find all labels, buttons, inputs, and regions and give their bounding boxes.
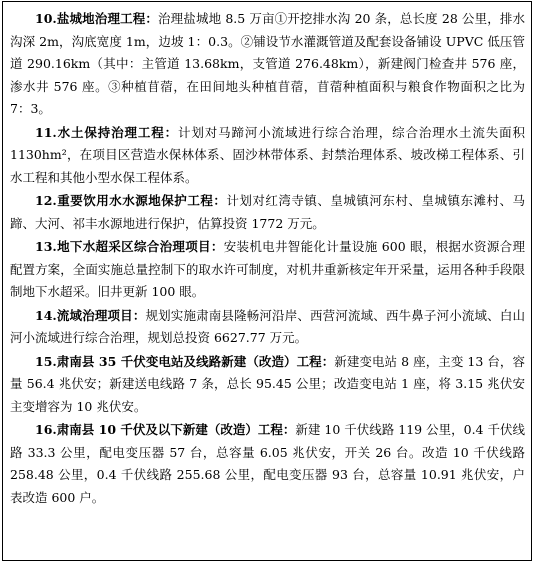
paragraph-heading: 15.肃南县 35 千伏变电站及线路新建（改造）工程： (35, 353, 335, 369)
paragraph-body: 计划对红湾寺镇、皇城镇河东村、皇城镇东滩村、马蹄、大河、祁丰水源地进行保护，估算投资 1772 万元。 (10, 193, 525, 231)
paragraph-body: 计划对马蹄河小流域进行综合治理，综合治理水土流失面积 1130hm²，在项目区营造水保林体系、固沙林带体系、封禁治理体系、坡改梯工程体系、引水工程和其他小型水保工程体系。 (10, 124, 525, 185)
paragraph-heading: 12.重要饮用水水源地保护工程： (35, 193, 227, 208)
paragraph-heading: 10.盐城地治理工程： (35, 11, 159, 26)
document-frame (2, 1, 532, 561)
paragraph-heading: 16.肃南县 10 千伏及以下新建（改造）工程： (35, 422, 296, 437)
project-paragraph-16 (10, 419, 525, 509)
paragraph-body: 规划实施肃南县隆畅河沿岸、西营河流域、西牛鼻子河小流域、白山河小流域进行综合治理，规划总投资 6627.77 万元。 (10, 307, 525, 345)
project-paragraph-11 (10, 122, 525, 190)
paragraph-body: 治理盐城地 8.5 万亩①开挖排水沟 20 条，总长度 28 公里，排水沟深 2m，沟底宽度 1m，边坡 1：0.3。②铺设节水灌溉管道及配套设备铺设 UPVC 低压管道 290.16km（其中：主管道 13.68km，支管道 276.48km），新建阀门检查井 576 座，渗水井 576 座。③种植苜蓿，在田间地头种植苜蓿，苜蓿种植面积与粮食作物面积之比为 7：3。 (10, 11, 525, 116)
project-paragraph-14 (10, 305, 525, 350)
paragraph-heading: 14.流域治理项目： (35, 307, 146, 323)
project-paragraph-15 (10, 351, 525, 419)
project-paragraph-12 (10, 190, 525, 235)
project-paragraph-10 (10, 8, 525, 121)
paragraph-body: 新建 10 千伏线路 119 公里，0.4 千伏线路 33.3 公里，配电变压器 57 台，总容量 6.05 兆伏安，开关 26 台。改造 10 千伏线路 258.48 公里，0.4 千伏线路 255.68 公里，配电变压器 93 台，总容量 10.91 兆伏安，户表改造 600 户。 (10, 422, 525, 505)
paragraph-body: 新建变电站 8 座，主变 13 台，容量 56.4 兆伏安；新建送电线路 7 条，总长 95.45 公里；改造变电站 1 座，将 3.15 兆伏安主变增容为 10 兆伏安。 (10, 353, 525, 414)
project-paragraph-13 (10, 236, 525, 304)
paragraph-heading: 13.地下水超采区综合治理项目： (35, 239, 224, 254)
paragraph-heading: 11.水土保持治理工程： (35, 124, 179, 140)
paragraph-body: 安装机电井智能化计量设施 600 眼，根据水资源合理配置方案，全面实施总量控制下的取水许可制度，对机井重新核定年开采量，运用各种手段限制地下水超采。旧井更新 100 眼。 (10, 239, 525, 299)
